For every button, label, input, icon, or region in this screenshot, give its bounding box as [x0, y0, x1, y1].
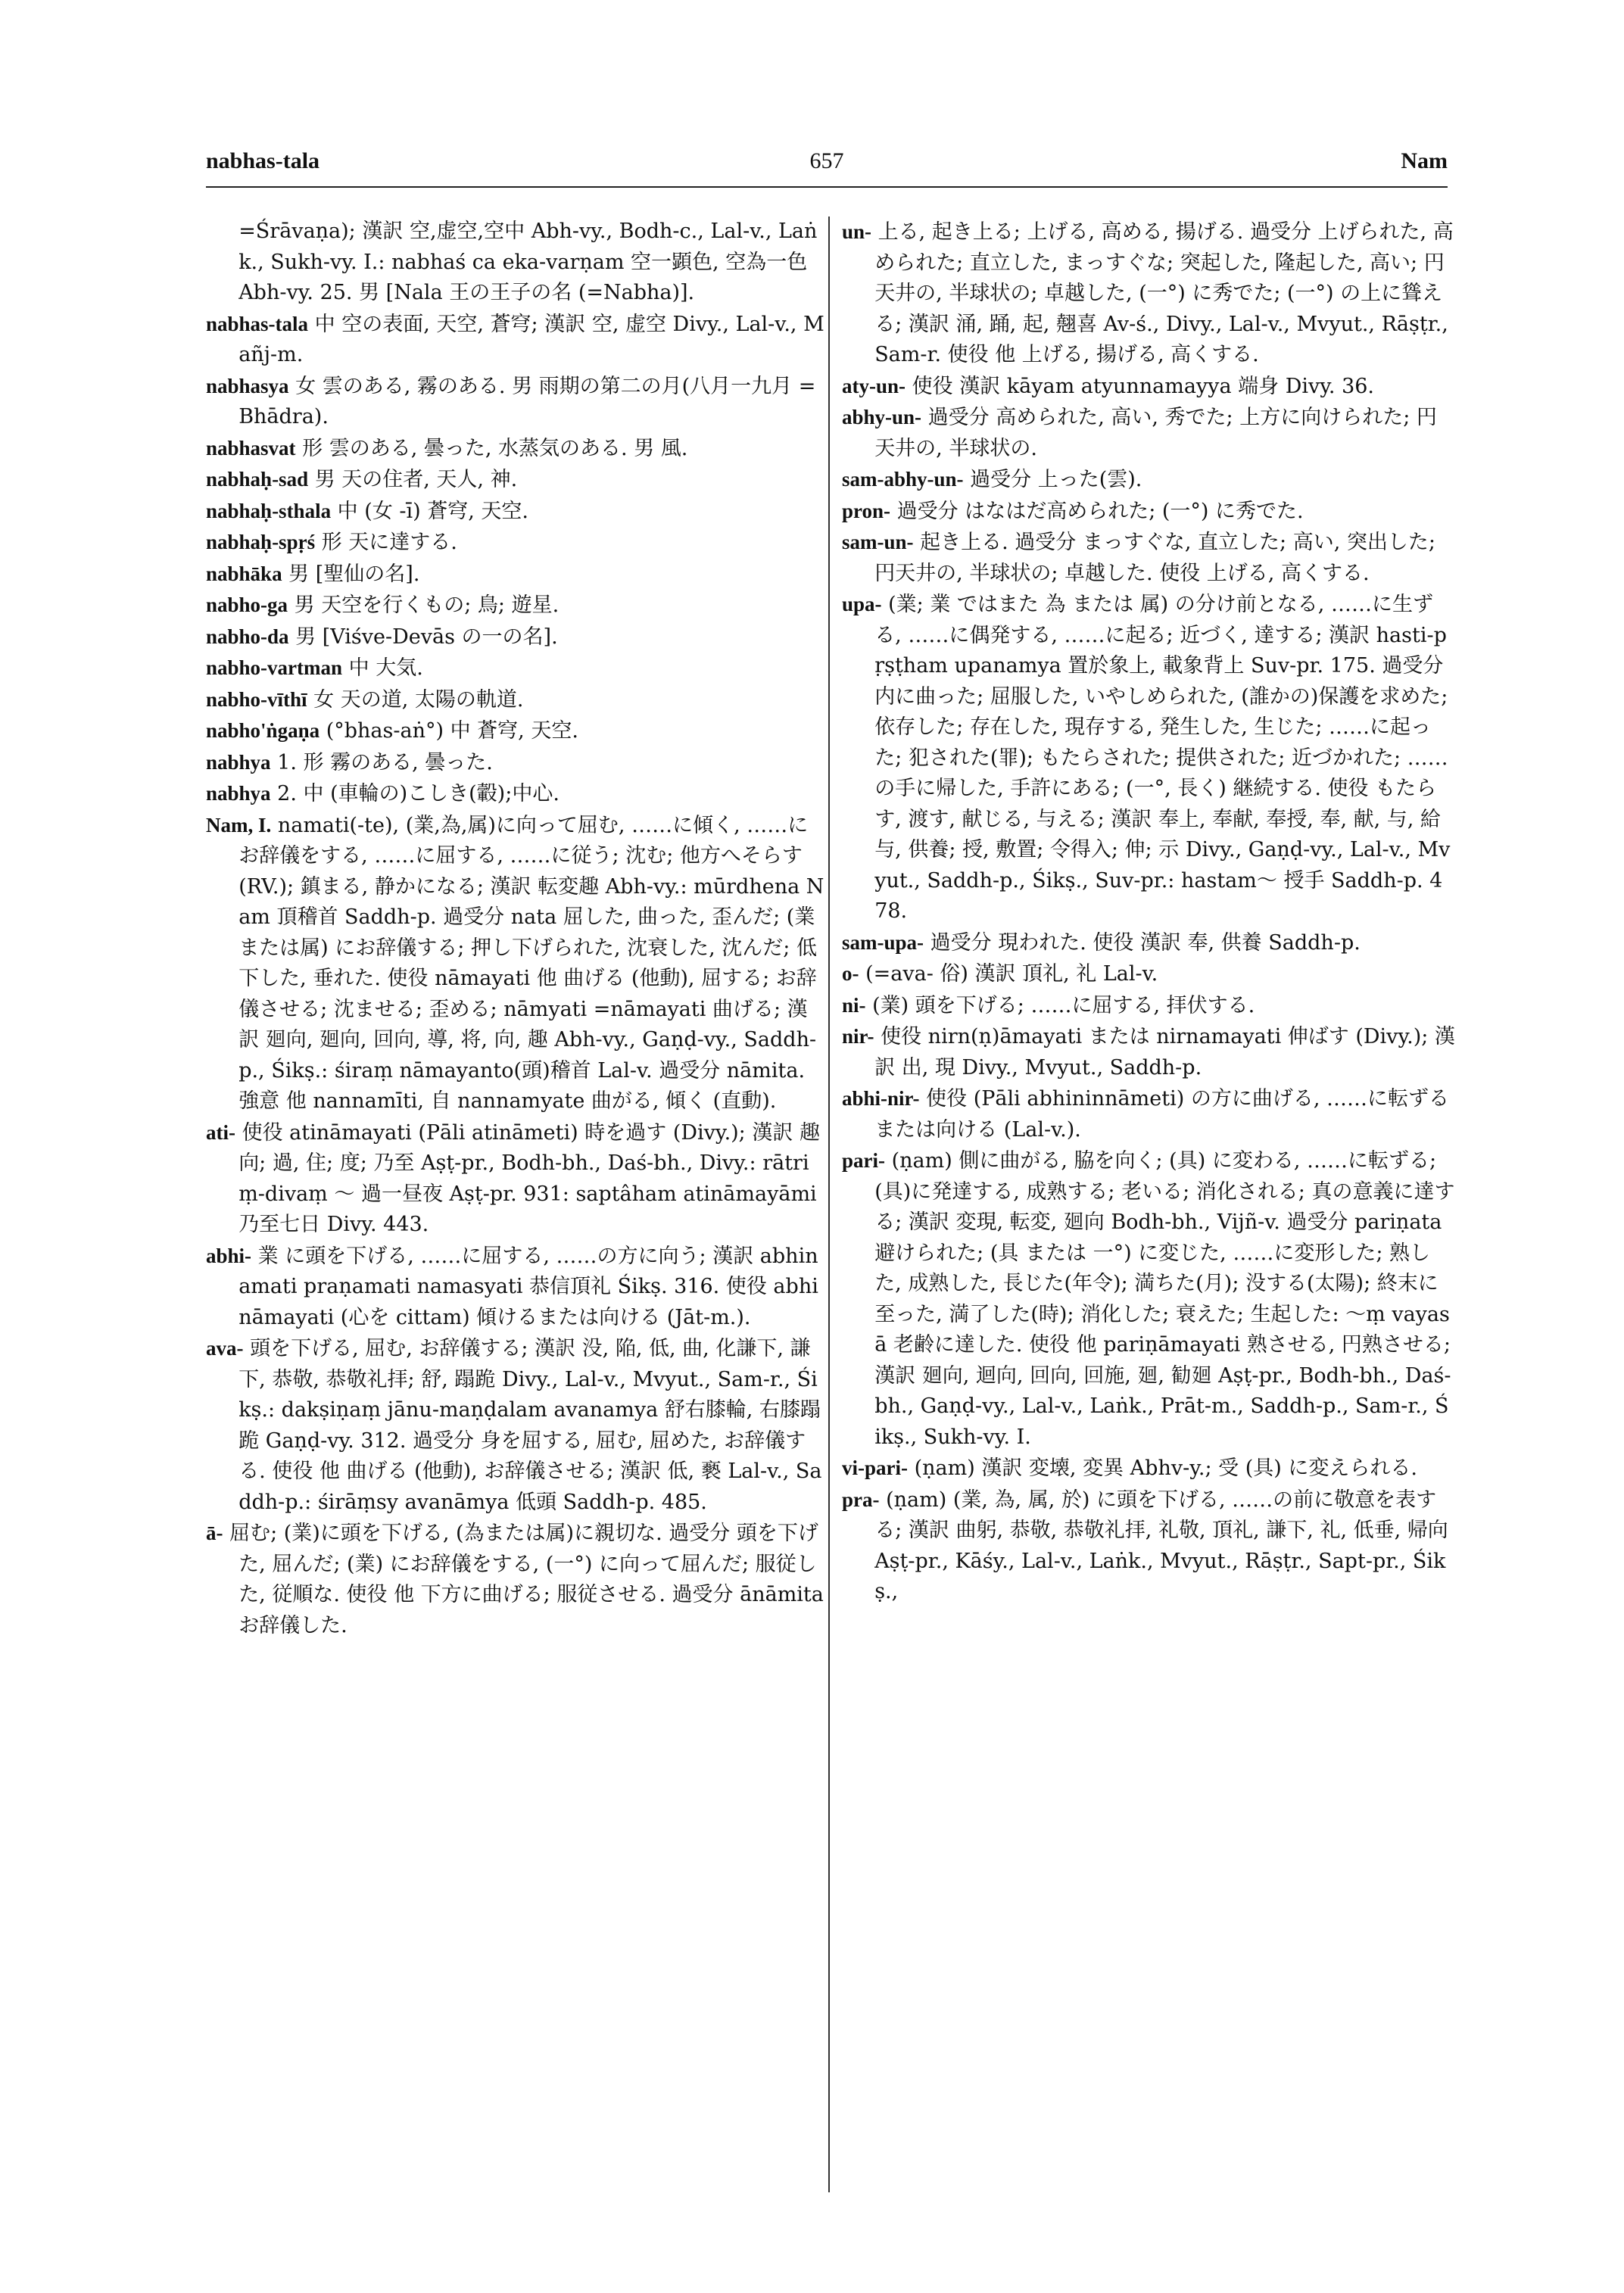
- column-divider: [828, 217, 830, 2192]
- dictionary-entry: [206, 371, 827, 433]
- entry-definition: namati(-te), (業,為,属)に向って屈む, ……に傾く, ……にお辞儀をする, ……に屈する, ……に従う; 沈む; 他方へそらす (RV.); 鎮まる, 静かになる; 漢訳 転変趣 Abh-vy.: mūrdhena Nam 頂稽首 Saddh-p. 過受分 nata 屈した, 曲った, 歪んだ; (業または属) にお辞儀する; 押し下げられた, 沈衰した, 沈んだ; 低下した, 垂れた. 使役 nāmayati 他 曲げる (他動), 屈する; お辞儀させる; 沈ませる; 歪める; nāmyati =nāmayati 曲げる; 漢訳 廻向, 廻向, 回向, 導, 将, 向, 趣 Abh-vy., Gaṇḍ-vy., Saddh-p., Śikṣ.: śiraṃ nāmayanto(頭)稽首 Lal-v. 過受分 nāmita. 強意 他 nannamīti, 自 nannamyate 曲がる, 傾く (直動).: [238, 813, 824, 1113]
- entry-headword: un-: [842, 220, 872, 243]
- entry-headword: nabhasya: [206, 374, 289, 397]
- dictionary-entry: [842, 402, 1455, 464]
- entry-definition: 女 天の道, 太陽の軌道.: [313, 687, 524, 712]
- page-number: 657: [809, 148, 844, 173]
- entry-definition: (業) 頭を下げる; ……に屈する, 拝伏する.: [872, 993, 1255, 1017]
- dictionary-entry: [206, 1117, 827, 1241]
- entry-definition: 業 に頭を下げる, ……に屈する, ……の方に向う; 漢訳 abhinamati praṇamati namasyati 恭信頂礼 Śikṣ. 316. 使役 abhināmayati (心を cittam) 傾けるまたは向ける (Jāt-m.).: [238, 1244, 818, 1329]
- running-head: [206, 148, 1448, 185]
- entry-headword: nabhāka: [206, 562, 282, 585]
- dictionary-entry: [206, 559, 827, 590]
- entry-definition: 頭を下げる, 屈む, お辞儀する; 漢訳 没, 陥, 低, 曲, 化謙下, 謙下, 恭敬, 恭敬礼拝; 舒, 蹋跪 Divy., Lal-v., Mvyut., Sam-r., Śikṣ.: dakṣiṇaṃ jānu-maṇḍalam avanamya 舒右膝輪, 右膝蹋跪 Gaṇḍ-vy. 312. 過受分 身を屈する, 屈む, 屈めた, お辞儀する. 使役 他 曲げる (他動), お辞儀させる; 漢訳 低, 褻 Lal-v., Saddh-p.: śirāṃsy avanāmya 低頭 Saddh-p. 485.: [238, 1337, 822, 1514]
- entry-headword: nabho'ṅgaṇa: [206, 719, 320, 742]
- running-head-right: Nam: [1401, 148, 1448, 173]
- entry-headword: nabhaḥ-sad: [206, 468, 309, 491]
- dictionary-entry: [206, 747, 827, 779]
- dictionary-entry: [206, 622, 827, 653]
- entry-definition: 過受分 現われた. 使役 漢訳 奉, 供養 Saddh-p.: [930, 930, 1361, 955]
- entry-definition: 上る, 起き上る; 上げる, 高める, 揚げる. 過受分 上げられた, 高められた; 直立した, まっすぐな; 突起した, 隆起した, 高い; 円天井の, 半球状の; 卓越した, (一°) に秀でた; (一°) の上に聳える; 漢訳 涌, 踊, 起, 翹喜 Av-ś., Divy., Lal-v., Mvyut., Rāṣṭr., Sam-r. 使役 他 上げる, 揚げる, 高くする.: [874, 220, 1454, 366]
- entry-headword: ā-: [206, 1522, 223, 1544]
- entry-headword: pari-: [842, 1149, 885, 1172]
- dictionary-entry: [206, 810, 827, 1117]
- dictionary-entry: [842, 1485, 1455, 1608]
- entry-headword: aty-un-: [842, 374, 906, 397]
- entry-definition: 使役 (Pāli abhininnāmeti) の方に曲げる, ……に転ずるまたは向ける (Lal-v.).: [874, 1087, 1449, 1142]
- dictionary-entry: [206, 309, 827, 371]
- dictionary-entry: [206, 778, 827, 810]
- dictionary-entry: [842, 958, 1455, 990]
- dictionary-entry: [206, 590, 827, 622]
- entry-definition: 男 天の住者, 天人, 神.: [314, 468, 518, 491]
- dictionary-entry: [206, 1518, 827, 1641]
- entry-definition: 中 (女 -ī) 蒼穹, 天空.: [337, 499, 528, 523]
- dictionary-entry: [842, 464, 1455, 496]
- entry-headword: sam-un-: [842, 531, 914, 553]
- dictionary-entry: [206, 464, 827, 496]
- dictionary-entry: [842, 371, 1455, 403]
- entry-definition: 中 大気.: [348, 656, 423, 680]
- dictionary-entry: [206, 653, 827, 684]
- entry-headword: ni-: [842, 993, 866, 1017]
- dictionary-entry: [206, 433, 827, 465]
- entry-headword: vi-pari-: [842, 1456, 908, 1479]
- dictionary-entry: [206, 715, 827, 747]
- running-head-left: nabhas-tala: [206, 148, 320, 173]
- entry-definition: (°bhas-aṅ°) 中 蒼穹, 天空.: [326, 719, 578, 743]
- dictionary-entry: [842, 1083, 1455, 1145]
- entry-headword: pra-: [842, 1488, 880, 1511]
- entry-headword: ati-: [206, 1120, 235, 1144]
- dictionary-entry: [842, 990, 1455, 1022]
- entry-headword: nabho-vīthī: [206, 687, 307, 711]
- dictionary-entry: [842, 1021, 1455, 1083]
- entry-definition: 使役 nirn(ṇ)āmayati または nirnamayati 伸ばす (Divy.); 漢訳 出, 現 Divy., Mvyut., Saddh-p.: [874, 1025, 1455, 1080]
- entry-definition: (ṇam) 側に曲がる, 脇を向く; (具) に変わる, ……に転ずる; (具)に発達する, 成熟する; 老いる; 消化される; 真の意義に達する; 漢訳 変現, 転変, 廻向 Bodh-bh., Vijñ-v. 過受分 pariṇata 避けられた; (具 または 一°) に変じた, ……に変形した; 熟した, 成熟した, 長じた(年令); 満ちた(月); 没する(太陽); 終末に至った, 満了した(時); 消化した; 衰えた; 生起した: ～ṃ vayasā 老齢に達した. 使役 他 pariṇāmayati 熟させる, 円熟させる; 漢訳 廻向, 迴向, 回向, 回施, 廻, 勧廻 Aṣṭ-pr., Bodh-bh., Daś-bh., Gaṇḍ-vy., Lal-v., Laṅk., Prāt-m., Saddh-p., Sam-r., Śikṣ., Sukh-vy. I.: [874, 1149, 1455, 1449]
- entry-definition: 1. 形 霧のある, 曇った.: [277, 750, 493, 774]
- dictionary-entry: [842, 927, 1455, 959]
- dictionary-entry: [842, 217, 1455, 371]
- entry-definition: 中 空の表面, 天空, 蒼穹; 漢訳 空, 虚空 Divy., Lal-v., Mañj-m.: [238, 312, 824, 366]
- entry-definition: (=ava- 俗) 漢訳 頂礼, 礼 Lal-v.: [865, 962, 1158, 986]
- entry-headword: nabhas-tala: [206, 312, 309, 335]
- entry-headword: nabhaḥ-spṛś: [206, 531, 316, 553]
- entry-definition: 屈む; (業)に頭を下げる, (為または属)に親切な. 過受分 頭を下げた, 屈んだ; (業) にお辞儀をする, (一°) に向って屈んだ; 服従した, 従順な. 使役 他 下方に曲げる; 服従させる. 過受分 ānāmita お辞儀した.: [229, 1522, 824, 1637]
- entry-headword: nabhya: [206, 750, 271, 774]
- entry-definition: (ṇam) 漢訳 変壊, 変異 Abhv-y.; 受 (具) に変えられる.: [914, 1456, 1417, 1480]
- entry-headword: sam-abhy-un-: [842, 468, 964, 491]
- dictionary-entry: [842, 496, 1455, 528]
- entry-headword: nabhya: [206, 782, 271, 805]
- entry-definition: 過受分 高められた, 高い, 秀でた; 上方に向けられた; 円天井の, 半球状の.: [874, 406, 1437, 460]
- dictionary-entry: [206, 527, 827, 559]
- entry-definition: (ṇam) (業, 為, 属, 於) に頭を下げる, ……の前に敬意を表する; 漢訳 曲躬, 恭敬, 恭敬礼拝, 礼敬, 頂礼, 謙下, 礼, 低垂, 帰向 Aṣṭ-pr., Kāśy., Lal-v., Laṅk., Mvyut., Rāṣṭr., Sapt-pr., Śikṣ.,: [874, 1488, 1448, 1603]
- entry-headword: nir-: [842, 1025, 874, 1048]
- entry-headword: nabhaḥ-sthala: [206, 499, 332, 522]
- entry-headword: ava-: [206, 1337, 244, 1360]
- entry-headword: Nam, I.: [206, 813, 272, 837]
- entry-headword: nabho-ga: [206, 594, 288, 616]
- dictionary-entry: [206, 684, 827, 716]
- entry-definition: 使役 漢訳 kāyam atyunnamayya 端身 Divy. 36.: [912, 374, 1375, 398]
- entry-headword: pron-: [842, 499, 891, 522]
- entry-definition: 過受分 上った(雲).: [970, 468, 1142, 491]
- entry-definition: 男 [Viśve-Devās の一の名].: [295, 625, 558, 649]
- entry-definition: =Śrāvaṇa); 漢訳 空,虚空,空中 Abh-vy., Bodh-c., Lal-v., Laṅk., Sukh-vy. I.: nabhaś ca eka-varṇam 空一顕色, 空為一色 Abh-vy. 25. 男 [Nala 王の王子の名 (=Nabha)].: [238, 220, 818, 304]
- dictionary-entry: [206, 1241, 827, 1334]
- left-column: [206, 217, 827, 2238]
- entry-definition: 形 天に達する.: [321, 531, 457, 554]
- right-column: [842, 217, 1455, 2238]
- entry-definition: 男 天空を行くもの; 鳥; 遊星.: [294, 594, 560, 617]
- entry-definition: 使役 atināmayati (Pāli atināmeti) 時を過す (Divy.); 漢訳 趣向; 過, 住; 度; 乃至 Aṣṭ-pr., Bodh-bh., Daś-bh., Divy.: rātriṃ-divaṃ ～ 過一昼夜 Aṣṭ-pr. 931: saptâham atināmayāmi 乃至七日 Divy. 443.: [238, 1120, 820, 1236]
- entry-headword: sam-upa-: [842, 930, 924, 954]
- entry-headword: abhi-: [206, 1244, 252, 1267]
- entry-definition: 過受分 はなはだ高められた; (一°) に秀でた.: [896, 499, 1304, 523]
- dictionary-entry: [206, 496, 827, 528]
- header-rule: [206, 186, 1448, 188]
- dictionary-entry: [206, 217, 827, 309]
- entry-headword: abhi-nir-: [842, 1087, 920, 1110]
- entry-headword: nabho-vartman: [206, 656, 343, 679]
- dictionary-entry: [842, 589, 1455, 927]
- entry-definition: 起き上る. 過受分 まっすぐな, 直立した; 高い, 突出した; 円天井の, 半球状の; 卓越した. 使役 上げる, 高くする.: [874, 531, 1435, 585]
- entry-definition: 2. 中 (車輪の)こしき(轂);中心.: [277, 782, 560, 805]
- entry-definition: 男 [聖仙の名].: [288, 562, 420, 586]
- dictionary-entry: [842, 1453, 1455, 1485]
- entry-headword: abhy-un-: [842, 406, 922, 428]
- entry-definition: 形 雲のある, 曇った, 水蒸気のある. 男 風.: [302, 436, 688, 460]
- dictionary-entry: [842, 1145, 1455, 1453]
- entry-headword: nabhasvat: [206, 436, 296, 460]
- entry-headword: upa-: [842, 593, 882, 615]
- entry-definition: (業; 業 ではまた 為 または 属) の分け前となる, ……に生ずる, ……に偶発する, ……に起る; 近づく, 達する; 漢訳 hasti-pṛṣṭham upanamya 置於象上, 載象背上 Suv-pr. 175. 過受分 内に曲った; 屈服した, いやしめられた, (誰かの)保護を求めた; 依存した; 存在した, 現存する, 発生した, 生じた; ……に起った; 犯された(罪); もたらされた; 提供された; 近づかれた; ……の手に帰した, 手許にある; (一°, 長く) 継続する. 使役 もたらす, 渡す, 献じる, 与える; 漢訳 奉上, 奉献, 奉授, 奉, 献, 与, 給与, 供養; 授, 敷置; 令得入; 伸; 示 Divy., Gaṇḍ-vy., Lal-v., Mvyut., Saddh-p., Śikṣ., Suv-pr.: hastam～ 授手 Saddh-p. 478.: [874, 593, 1451, 923]
- dictionary-entry: [206, 1333, 827, 1518]
- entry-headword: o-: [842, 962, 859, 985]
- dictionary-entry: [842, 527, 1455, 589]
- entry-headword: nabho-da: [206, 625, 289, 648]
- entry-definition: 女 雲のある, 霧のある. 男 雨期の第二の月(八月一九月 =Bhādra).: [238, 374, 816, 428]
